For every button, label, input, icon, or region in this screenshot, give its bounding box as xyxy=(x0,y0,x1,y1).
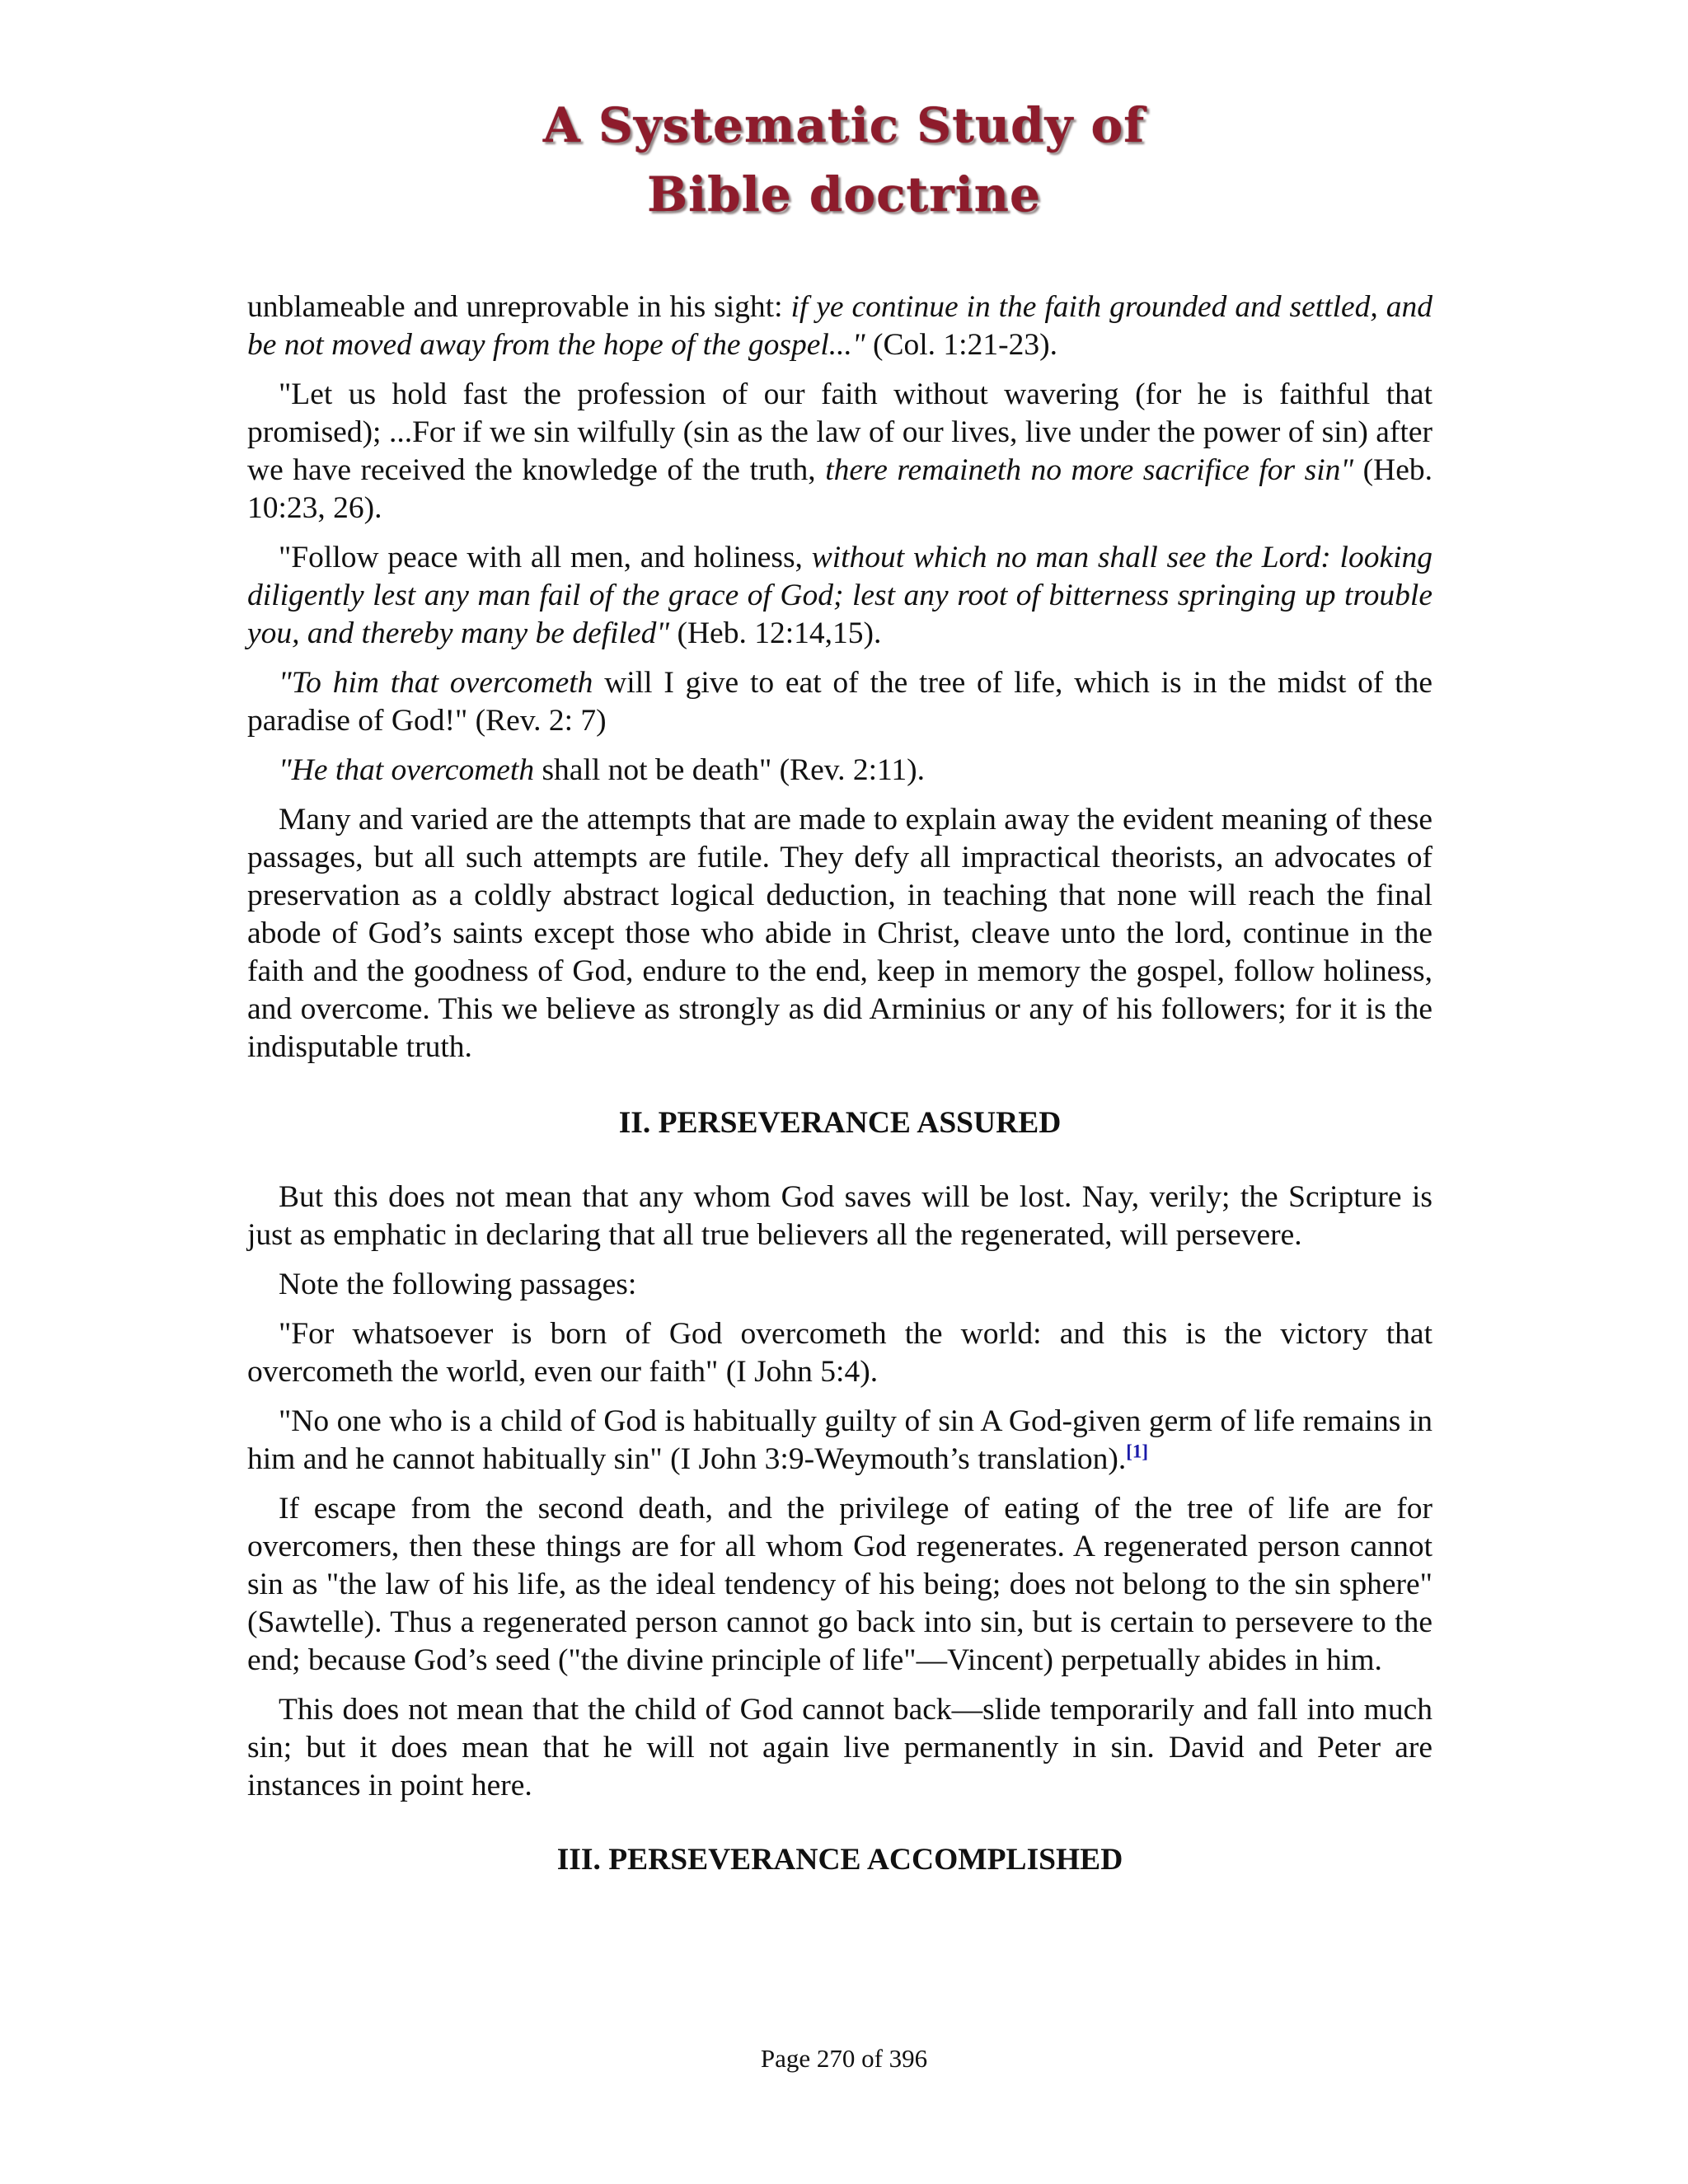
paragraph-text: will I give to eat of the tree of life, which is in the midst of the paradise of God!" (Rev. 2: 7) xyxy=(247,666,1432,738)
paragraph-text: "No one who is a child of God is habitually guilty of sin A God-given germ of life remains in him and he cannot habitually sin" (I John 3:9-Weymouth’s translation). xyxy=(247,1404,1432,1476)
citation-text: (Heb. 12:14,15). xyxy=(669,616,882,650)
italic-text: if ye continue in the faith grounded and settled, and be not moved away from the hope of the gospel..." xyxy=(247,290,1432,362)
italic-text: "To him that overcometh xyxy=(279,666,593,700)
paragraph-but-this: But this does not mean that any whom God saves will be lost. Nay, verily; the Scripture is just as emphatic in declaring that all true believers all the regenerated, will persevere. xyxy=(247,1180,1432,1252)
book-title-line-1: A Systematic Study of xyxy=(542,97,1146,153)
paragraph-1-john-3-9 xyxy=(247,1403,1432,1479)
paragraph-heb-10-quote xyxy=(247,376,1432,527)
paragraph-text: "Follow peace with all men, and holiness, xyxy=(279,541,812,574)
paragraph-text: shall not be death" (Rev. 2:11). xyxy=(534,753,925,787)
italic-text: without which no man shall see the Lord: looking diligently lest any man fail of the grace of God; lest any root of bitterness springing up trouble you, and thereby many be defiled" xyxy=(247,541,1433,650)
section-heading-perseverance-assured: II. PERSEVERANCE ASSURED xyxy=(618,1106,1062,1140)
paragraph-text: unblameable and unreprovable in his sight: xyxy=(247,290,791,324)
paragraph-col-quote xyxy=(247,288,1432,364)
page-number: Page 270 of 396 xyxy=(760,2044,928,2073)
paragraph-rev-2-11-quote xyxy=(247,752,1432,790)
paragraph-attempts: Many and varied are the attempts that are made to explain away the evident meaning of these passages, but all such attempts are futile. They defy all impractical theorists, an advocates of preservation as a coldly abstract logical deduction, in teaching that none will reach the final abode of God’s saints except those who abide in Christ, cleave unto the lord, continue in the faith and the goodness of God, endure to the end, keep in memory the gospel, follow holiness, and overcome. This we believe as strongly as did Arminius or any of his followers; for it is the indisputable truth. xyxy=(247,803,1432,1064)
paragraph-if-escape: If escape from the second death, and the privilege of eating of the tree of life are for overcomers, then these things are for all whom God regenerates. A regenerated person cannot sin as "the law of his life, as the ideal tendency of his being; does not belong to the sin sphere" (Sawtelle). Thus a regenerated person cannot go back into sin, but is certain to persevere to the end; because God’s seed ("the divine principle of life"—Vincent) perpetually abides in him. xyxy=(247,1492,1432,1677)
book-title-banner xyxy=(0,91,1688,229)
citation-text: (Col. 1:21-23). xyxy=(865,328,1057,362)
section-heading-perseverance-accomplished: III. PERSEVERANCE ACCOMPLISHED xyxy=(556,1843,1123,1877)
paragraph-note: Note the following passages: xyxy=(279,1268,637,1301)
page-content xyxy=(247,288,1432,1879)
citation-text: (Heb. 10:23, 26). xyxy=(247,453,1432,525)
footnote-link[interactable]: [1] xyxy=(1126,1441,1149,1462)
paragraph-text: "Let us hold fast the profession of our faith without wavering (for he is faithful that promised); ...For if we sin wilfully (sin as the law of our lives, live under the power of sin) after we have received the knowledge of the truth, xyxy=(247,377,1432,487)
italic-text: "He that overcometh xyxy=(279,753,535,787)
italic-text: there remaineth no more sacrifice for sin" xyxy=(825,453,1354,487)
paragraph-rev-2-7-quote xyxy=(247,664,1432,740)
paragraph-backslide: This does not mean that the child of God cannot back—slide temporarily and fall into much sin; but it does mean that he will not again live permanently in sin. David and Peter are instances in point here. xyxy=(247,1693,1432,1802)
paragraph-heb-12-quote xyxy=(247,539,1432,653)
book-title-line-2: Bible doctrine xyxy=(647,166,1041,223)
paragraph-1-john-5-4: "For whatsoever is born of God overcometh the world: and this is the victory that overcometh the world, even our faith" (I John 5:4). xyxy=(247,1317,1432,1389)
